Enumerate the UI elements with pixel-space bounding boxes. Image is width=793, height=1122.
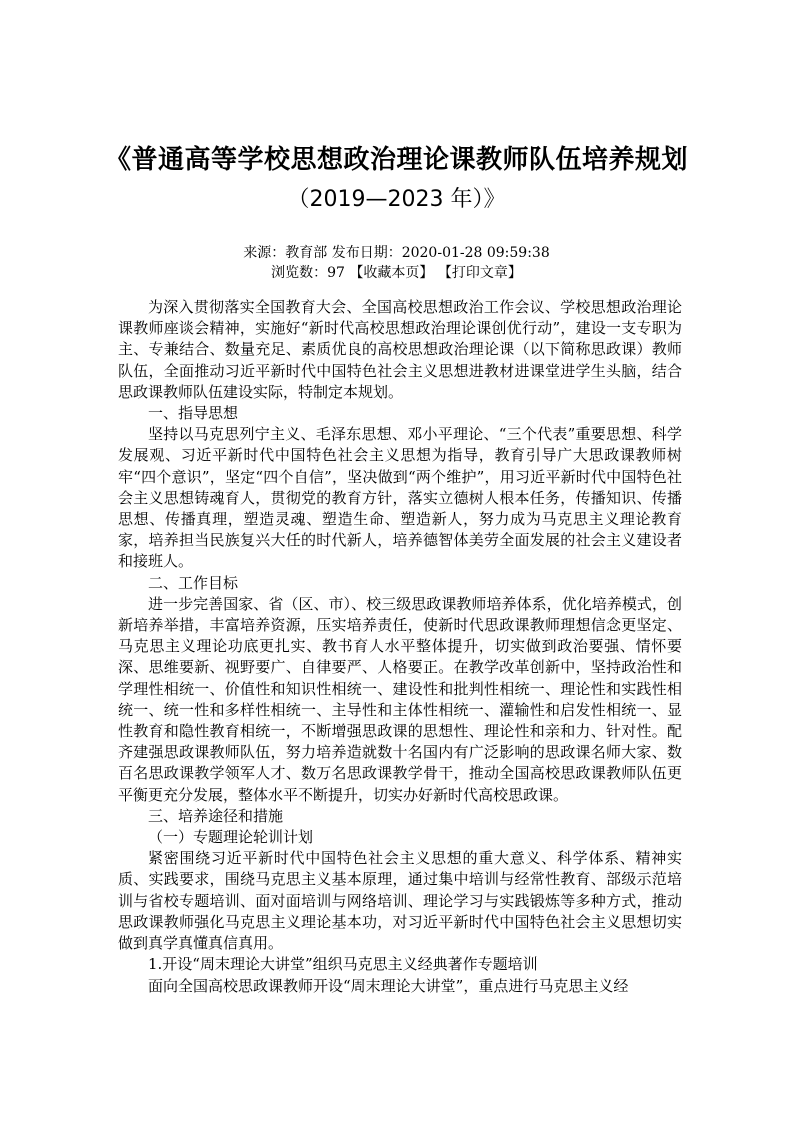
print-link[interactable]: 【打印文章】 bbox=[437, 265, 522, 281]
document-subtitle: （2019—2023 年）》 bbox=[287, 187, 506, 212]
paragraph-intro: 为深入贯彻落实全国教育大会、全国高校思想政治工作会议、学校思想政治理论课教师座谈会精神，实施好“新时代高校思想政治理论课创优行动”，建设一支专职为主、专兼结合、数量充足、素质优良的高校思想政治理论课（以下简称思政课）教师队伍，全面推动习近平新时代中国特色社会主义思想进教材进课堂进学生头脑，结合思政课教师队伍建设实际，特制定本规划。 bbox=[118, 298, 682, 401]
views-label: 浏览数： bbox=[271, 265, 328, 281]
meta-source-date bbox=[0, 243, 793, 263]
paragraph-work-goals: 进一步完善国家、省（区、市）、校三级思政课教师培养体系，优化培养模式，创新培养举措，丰富培养资源，压实培养责任，使新时代思政课教师理想信念更坚定、马克思主义理论功底更扎实、教书育人水平整体提升，切实做到政治要强、情怀要深、思维要新、视野要广、自律要严、人格要正。在教学改革创新中，坚持政治性和学理性相统一、价值性和知识性相统一、建设性和批判性相统一、理论性和实践性相统一、统一性和多样性相统一、主导性和主体性相统一、灌输性和启发性相统一、显性教育和隐性教育相统一，不断增强思政课的思想性、理论性和亲和力、针对性。配齐建强思政课教师队伍，努力培养造就数十名国内有广泛影响的思政课名师大家、数百名思政课教学领军人才、数万名思政课教学骨干，推动全国高校思政课教师队伍更平衡更充分发展，整体水平不断提升，切实办好新时代高校思政课。 bbox=[118, 594, 682, 804]
section-heading-work-goals: 二、工作目标 bbox=[148, 573, 239, 592]
views-count: 97 bbox=[327, 265, 345, 281]
bookmark-link[interactable]: 【收藏本页】 bbox=[349, 265, 434, 281]
section-heading-guiding-ideology: 一、指导思想 bbox=[148, 404, 239, 423]
date-label: 发布日期： bbox=[331, 245, 402, 261]
paragraph-guiding-ideology: 坚持以马克思列宁主义、毛泽东思想、邓小平理论、“三个代表”重要思想、科学发展观、习近平新时代中国特色社会主义思想为指导，教育引导广大思政课教师树牢“四个意识”，坚定“四个自信”，坚决做到“两个维护”，用习近平新时代中国特色社会主义思想铸魂育人，贯彻党的教育方针，落实立德树人根本任务，传播知识、传播思想、传播真理，塑造灵魂、塑造生命、塑造新人，努力成为马克思主义理论教育家，培养担当民族复兴大任的时代新人，培养德智体美劳全面发展的社会主义建设者和接班人。 bbox=[118, 425, 682, 571]
item-heading-weekend-lecture: 1.开设“周末理论大讲堂”组织马克思主义经典著作专题培训 bbox=[148, 955, 538, 974]
document-title: 《普通高等学校思想政治理论课教师队伍培养规划 bbox=[104, 145, 688, 175]
paragraph-weekend-lecture: 面向全国高校思政课教师开设“周末理论大讲堂”，重点进行马克思主义经 bbox=[148, 976, 629, 995]
paragraph-theory-training: 紧密围绕习近平新时代中国特色社会主义思想的重大意义、科学体系、精神实质、实践要求，围绕马克思主义基本原理，通过集中培训与经常性教育、部级示范培训与省校专题培训、面对面培训与网络培训、理论学习与实践锻炼等多种方式，推动思政课教师强化马克思主义理论基本功，对习近平新时代中国特色社会主义思想切实做到真学真懂真信真用。 bbox=[118, 849, 682, 953]
source-label: 来源： bbox=[243, 245, 286, 261]
source-value: 教育部 bbox=[285, 245, 328, 261]
date-value: 2020-01-28 09:59:38 bbox=[401, 245, 550, 261]
meta-views-actions bbox=[0, 263, 793, 283]
subsection-heading-theory-training: （一）专题理论轮训计划 bbox=[148, 828, 314, 847]
section-heading-training-measures: 三、培养途径和措施 bbox=[148, 806, 284, 825]
document-body bbox=[118, 297, 682, 997]
